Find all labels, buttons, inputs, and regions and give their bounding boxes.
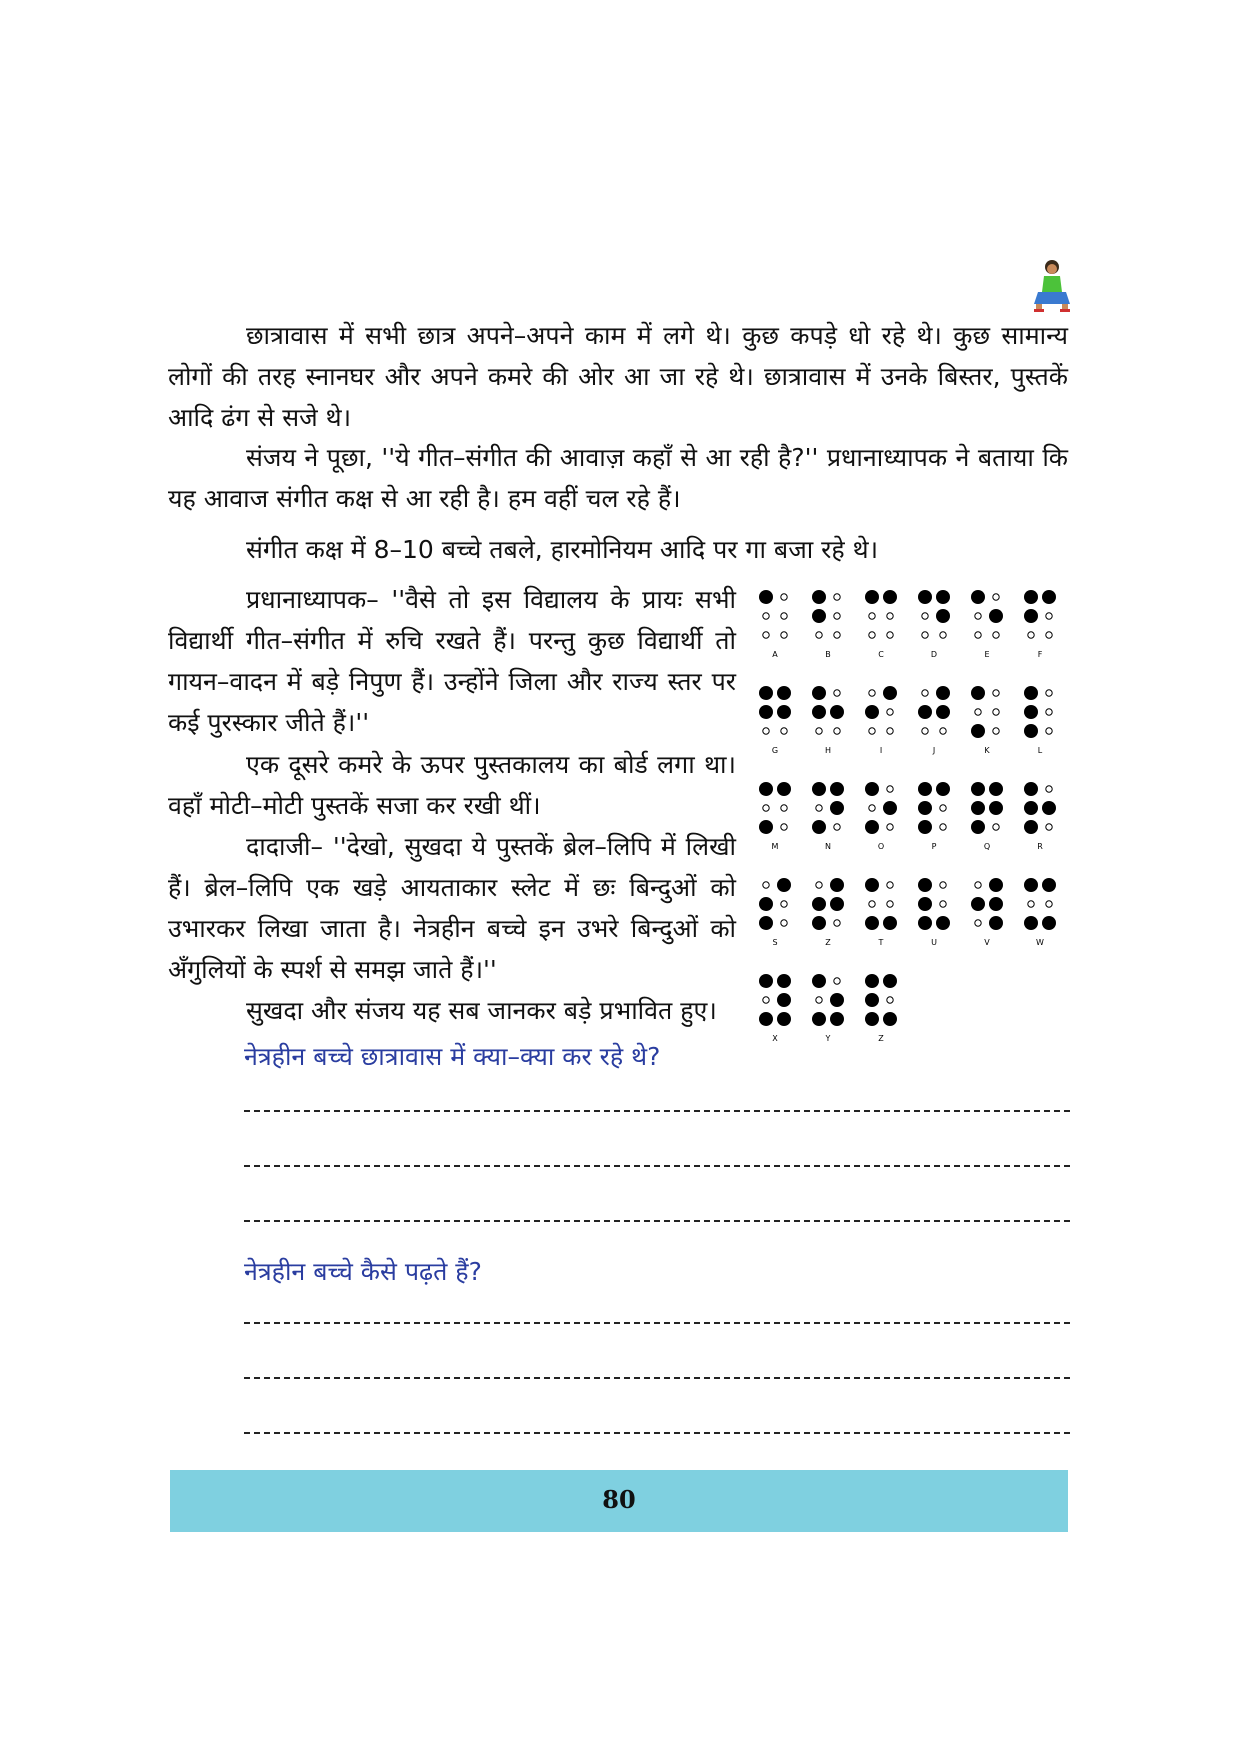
braille-dot-flat bbox=[869, 901, 875, 907]
braille-dot-raised bbox=[971, 820, 985, 834]
braille-dot-flat bbox=[763, 728, 769, 734]
braille-dot-raised bbox=[830, 1012, 844, 1026]
braille-dot-flat bbox=[993, 690, 999, 696]
braille-dot-flat bbox=[781, 728, 787, 734]
braille-letter-label: K bbox=[984, 746, 990, 755]
answer-line[interactable] bbox=[244, 1165, 1070, 1167]
braille-dot-flat bbox=[887, 786, 893, 792]
braille-dot-flat bbox=[887, 824, 893, 830]
braille-dot-flat bbox=[816, 997, 822, 1003]
braille-dot-raised bbox=[812, 590, 826, 604]
braille-letter-label: F bbox=[1037, 650, 1043, 659]
braille-dot-raised bbox=[971, 686, 985, 700]
braille-dot-raised bbox=[918, 590, 932, 604]
braille-letter-label: G bbox=[771, 746, 779, 755]
braille-dot-flat bbox=[781, 901, 787, 907]
braille-letter-label: Q bbox=[983, 842, 991, 851]
braille-dot-flat bbox=[1046, 613, 1052, 619]
braille-dot-raised bbox=[865, 590, 879, 604]
braille-dot-raised bbox=[971, 590, 985, 604]
braille-dot-flat bbox=[781, 594, 787, 600]
braille-dot-flat bbox=[993, 632, 999, 638]
braille-dot-raised bbox=[883, 801, 897, 815]
braille-dot-raised bbox=[865, 820, 879, 834]
braille-dot-raised bbox=[989, 897, 1003, 911]
braille-dot-flat bbox=[940, 805, 946, 811]
braille-dot-raised bbox=[812, 820, 826, 834]
braille-cell-o bbox=[865, 782, 897, 851]
braille-dot-flat bbox=[781, 613, 787, 619]
braille-dot-raised bbox=[865, 705, 879, 719]
braille-letter-label: B bbox=[825, 650, 831, 659]
braille-letter-label: J bbox=[932, 746, 936, 755]
braille-dot-raised bbox=[812, 705, 826, 719]
answer-line[interactable] bbox=[244, 1322, 1070, 1324]
braille-dot-flat bbox=[940, 728, 946, 734]
braille-dot-flat bbox=[1046, 901, 1052, 907]
braille-dot-raised bbox=[936, 916, 950, 930]
braille-dot-flat bbox=[869, 728, 875, 734]
paragraph-dadaji: दादाजी– ''देखो, सुखदा ये पुस्तकें ब्रेल–लिपि में लिखी हैं। ब्रेल–लिपि एक खड़े आयताकार स्लेट में छः बिन्दुओं को उभारकर लिखा जाता है। नेत्रहीन बच्चे इन उभरे बिन्दुओं को अँगुलियों के स्पर्श से समझ जाते हैं।'' bbox=[168, 832, 736, 984]
braille-letter-label: Z bbox=[878, 1034, 884, 1043]
braille-dot-raised bbox=[1024, 686, 1038, 700]
braille-dot-raised bbox=[759, 590, 773, 604]
braille-dot-flat bbox=[940, 901, 946, 907]
braille-dot-flat bbox=[834, 824, 840, 830]
braille-dot-flat bbox=[1028, 901, 1034, 907]
braille-dot-raised bbox=[918, 705, 932, 719]
braille-dot-raised bbox=[883, 1012, 897, 1026]
braille-dot-flat bbox=[834, 613, 840, 619]
braille-letter-label: C bbox=[878, 650, 884, 659]
braille-dot-flat bbox=[1028, 632, 1034, 638]
braille-dot-flat bbox=[869, 690, 875, 696]
braille-letter-label: Y bbox=[825, 1034, 831, 1043]
braille-dot-flat bbox=[1046, 632, 1052, 638]
braille-cell-e bbox=[971, 590, 1003, 659]
braille-dot-raised bbox=[812, 686, 826, 700]
braille-dot-raised bbox=[759, 782, 773, 796]
braille-dot-raised bbox=[1042, 590, 1056, 604]
braille-dot-raised bbox=[759, 916, 773, 930]
braille-letter-label: Z bbox=[825, 938, 831, 947]
braille-dot-flat bbox=[834, 594, 840, 600]
braille-dot-flat bbox=[975, 920, 981, 926]
braille-dot-raised bbox=[883, 974, 897, 988]
braille-letter-label: W bbox=[1036, 938, 1044, 947]
braille-letter-label: A bbox=[772, 650, 778, 659]
braille-cell-n bbox=[812, 782, 844, 851]
braille-cell-j bbox=[918, 686, 950, 755]
braille-dot-raised bbox=[759, 705, 773, 719]
braille-cell-t bbox=[865, 878, 897, 947]
braille-dot-flat bbox=[940, 824, 946, 830]
braille-dot-raised bbox=[759, 820, 773, 834]
braille-dot-flat bbox=[922, 632, 928, 638]
braille-dot-flat bbox=[834, 978, 840, 984]
answer-line[interactable] bbox=[244, 1432, 1070, 1434]
braille-dot-raised bbox=[883, 686, 897, 700]
braille-dot-raised bbox=[1024, 609, 1038, 623]
braille-dot-raised bbox=[865, 1012, 879, 1026]
braille-dot-raised bbox=[918, 878, 932, 892]
braille-dot-raised bbox=[918, 820, 932, 834]
braille-letter-label: L bbox=[1037, 746, 1043, 755]
braille-dot-raised bbox=[936, 609, 950, 623]
braille-cell-i bbox=[865, 686, 897, 755]
braille-cell-a bbox=[759, 590, 787, 659]
braille-cell-q bbox=[971, 782, 1003, 851]
braille-cell-p bbox=[918, 782, 950, 851]
braille-dot-flat bbox=[975, 632, 981, 638]
page-number: 80 bbox=[602, 1485, 636, 1514]
braille-dot-raised bbox=[989, 878, 1003, 892]
braille-dot-raised bbox=[989, 782, 1003, 796]
braille-dot-raised bbox=[936, 782, 950, 796]
braille-dot-flat bbox=[975, 613, 981, 619]
braille-letter-label: M bbox=[771, 842, 779, 851]
braille-dot-flat bbox=[781, 920, 787, 926]
braille-dot-flat bbox=[887, 997, 893, 1003]
braille-dot-flat bbox=[763, 882, 769, 888]
braille-cell-y bbox=[812, 974, 844, 1043]
braille-cell-k bbox=[971, 686, 999, 755]
braille-dot-raised bbox=[1024, 820, 1038, 834]
braille-cell-s bbox=[759, 878, 791, 947]
braille-dot-raised bbox=[759, 974, 773, 988]
braille-dot-flat bbox=[869, 632, 875, 638]
braille-alphabet-chart bbox=[756, 585, 1076, 1043]
braille-cell-m bbox=[759, 782, 791, 851]
braille-cell-v bbox=[971, 878, 1003, 947]
answer-line[interactable] bbox=[244, 1220, 1070, 1222]
braille-dot-raised bbox=[883, 590, 897, 604]
braille-dot-raised bbox=[936, 590, 950, 604]
braille-dot-raised bbox=[1024, 724, 1038, 738]
braille-dot-flat bbox=[887, 728, 893, 734]
braille-letter-label: T bbox=[878, 938, 884, 947]
paragraph-impressed: सुखदा और संजय यह सब जानकर बड़े प्रभावित हुए। bbox=[246, 996, 717, 1025]
braille-dot-flat bbox=[816, 805, 822, 811]
answer-line[interactable] bbox=[244, 1110, 1070, 1112]
paragraph-library: एक दूसरे कमरे के ऊपर पुस्तकालय का बोर्ड लगा था। वहाँ मोटी–मोटी पुस्तकें सजा कर रखी थीं। bbox=[168, 750, 736, 820]
girl-illustration bbox=[1030, 258, 1078, 314]
braille-dot-raised bbox=[1024, 916, 1038, 930]
braille-dot-flat bbox=[887, 709, 893, 715]
braille-dot-flat bbox=[922, 613, 928, 619]
paragraph-music-room: संगीत कक्ष में 8–10 बच्चे तबले, हारमोनियम आदि पर गा बजा रहे थे। bbox=[246, 535, 879, 564]
braille-dot-flat bbox=[834, 690, 840, 696]
braille-cell-z bbox=[865, 974, 897, 1043]
braille-dot-raised bbox=[936, 686, 950, 700]
braille-dot-flat bbox=[887, 632, 893, 638]
braille-dot-raised bbox=[971, 724, 985, 738]
braille-dot-flat bbox=[834, 920, 840, 926]
braille-dot-raised bbox=[1042, 878, 1056, 892]
braille-cell-l bbox=[1024, 686, 1052, 755]
braille-dot-flat bbox=[869, 805, 875, 811]
braille-dot-flat bbox=[763, 613, 769, 619]
braille-dot-flat bbox=[781, 632, 787, 638]
braille-dot-raised bbox=[918, 782, 932, 796]
braille-letter-label: I bbox=[879, 746, 883, 755]
braille-dot-flat bbox=[816, 882, 822, 888]
braille-dot-raised bbox=[777, 705, 791, 719]
paragraph-headmaster: प्रधानाध्यापक– ''वैसे तो इस विद्यालय के प्रायः सभी विद्यार्थी गीत–संगीत में रुचि रखते हैं। परन्तु कुछ विद्यार्थी तो गायन–वादन में बड़े निपुण हैं। उन्होंने जिला और राज्य स्तर पर कई पुरस्कार जीते हैं।'' bbox=[168, 585, 736, 737]
braille-cell-b bbox=[812, 590, 840, 659]
braille-cell-d bbox=[918, 590, 950, 659]
braille-dot-raised bbox=[1024, 801, 1038, 815]
braille-dot-raised bbox=[812, 897, 826, 911]
braille-dot-raised bbox=[989, 609, 1003, 623]
braille-dot-raised bbox=[1024, 590, 1038, 604]
braille-dot-flat bbox=[1046, 786, 1052, 792]
braille-dot-flat bbox=[781, 824, 787, 830]
braille-dot-raised bbox=[812, 782, 826, 796]
answer-line[interactable] bbox=[244, 1377, 1070, 1379]
braille-dot-raised bbox=[989, 801, 1003, 815]
braille-dot-raised bbox=[883, 916, 897, 930]
paragraph-sanjay-question: संजय ने पूछा, ''ये गीत–संगीत की आवाज़ कहाँ से आ रही है?'' प्रधानाध्यापक ने बताया कि यह आवाज संगीत कक्ष से आ रही है। हम वहीं चल रहे हैं। bbox=[168, 443, 1068, 513]
braille-letter-label: S bbox=[772, 938, 778, 947]
braille-dot-flat bbox=[887, 882, 893, 888]
page-footer bbox=[170, 1470, 1068, 1532]
braille-dot-raised bbox=[971, 897, 985, 911]
braille-dot-flat bbox=[816, 728, 822, 734]
braille-cell-c bbox=[865, 590, 897, 659]
braille-dot-raised bbox=[777, 782, 791, 796]
braille-cell-f bbox=[1024, 590, 1056, 659]
braille-dot-raised bbox=[759, 686, 773, 700]
braille-dot-raised bbox=[777, 993, 791, 1007]
braille-dot-raised bbox=[1042, 916, 1056, 930]
braille-dot-flat bbox=[834, 728, 840, 734]
braille-dot-raised bbox=[830, 993, 844, 1007]
braille-dot-raised bbox=[865, 878, 879, 892]
braille-dot-raised bbox=[971, 782, 985, 796]
braille-letter-label: U bbox=[931, 938, 937, 947]
braille-cell-u bbox=[918, 878, 950, 947]
braille-letter-label: R bbox=[1037, 842, 1043, 851]
braille-dot-flat bbox=[1046, 824, 1052, 830]
braille-dot-raised bbox=[777, 1012, 791, 1026]
braille-cell-w bbox=[1024, 878, 1056, 947]
braille-letter-label: N bbox=[825, 842, 831, 851]
braille-dot-raised bbox=[971, 801, 985, 815]
braille-cell-h bbox=[812, 686, 844, 755]
braille-letter-label: P bbox=[931, 842, 937, 851]
braille-dot-raised bbox=[812, 974, 826, 988]
braille-letter-label: H bbox=[824, 746, 832, 755]
braille-dot-raised bbox=[777, 686, 791, 700]
braille-dot-flat bbox=[1046, 690, 1052, 696]
question-1: नेत्रहीन बच्चे छात्रावास में क्या–क्या कर रहे थे? bbox=[244, 1042, 661, 1071]
braille-dot-flat bbox=[993, 824, 999, 830]
braille-dot-flat bbox=[922, 690, 928, 696]
braille-letter-label: V bbox=[984, 938, 990, 947]
braille-dot-flat bbox=[763, 997, 769, 1003]
braille-dot-raised bbox=[830, 897, 844, 911]
braille-dot-flat bbox=[993, 594, 999, 600]
braille-dot-raised bbox=[865, 993, 879, 1007]
braille-dot-raised bbox=[1024, 878, 1038, 892]
braille-dot-flat bbox=[1046, 709, 1052, 715]
braille-dot-flat bbox=[781, 805, 787, 811]
braille-dot-raised bbox=[918, 916, 932, 930]
braille-dot-flat bbox=[1046, 728, 1052, 734]
braille-dot-raised bbox=[989, 916, 1003, 930]
braille-dot-raised bbox=[812, 1012, 826, 1026]
braille-dot-flat bbox=[834, 632, 840, 638]
braille-letter-label: X bbox=[772, 1034, 778, 1043]
braille-dot-raised bbox=[812, 916, 826, 930]
braille-dot-flat bbox=[763, 632, 769, 638]
braille-letter-label: D bbox=[930, 650, 938, 659]
braille-dot-flat bbox=[993, 709, 999, 715]
braille-dot-flat bbox=[887, 901, 893, 907]
braille-dot-raised bbox=[1042, 801, 1056, 815]
braille-dot-raised bbox=[918, 897, 932, 911]
question-2: नेत्रहीन बच्चे कैसे पढ़ते हैं? bbox=[244, 1257, 482, 1286]
braille-dot-raised bbox=[830, 801, 844, 815]
braille-dot-flat bbox=[975, 882, 981, 888]
braille-dot-raised bbox=[1024, 705, 1038, 719]
braille-cell-x bbox=[759, 974, 791, 1043]
braille-dot-raised bbox=[777, 878, 791, 892]
braille-dot-flat bbox=[940, 882, 946, 888]
braille-dot-flat bbox=[922, 728, 928, 734]
braille-dot-raised bbox=[830, 705, 844, 719]
braille-dot-raised bbox=[759, 1012, 773, 1026]
paragraph-hostel: छात्रावास में सभी छात्र अपने–अपने काम में लगे थे। कुछ कपड़े धो रहे थे। कुछ सामान्य लोगों की तरह स्नानघर और अपने कमरे की ओर आ जा रहे थे। छात्रावास में उनके बिस्तर, पुस्तकें आदि ढंग से सजे थे। bbox=[168, 321, 1068, 432]
braille-dot-raised bbox=[865, 916, 879, 930]
braille-dot-flat bbox=[763, 805, 769, 811]
braille-cell-g bbox=[759, 686, 791, 755]
braille-dot-flat bbox=[975, 709, 981, 715]
braille-dot-raised bbox=[865, 974, 879, 988]
braille-letter-label: O bbox=[877, 842, 885, 851]
braille-dot-raised bbox=[830, 782, 844, 796]
braille-dot-flat bbox=[993, 728, 999, 734]
braille-dot-raised bbox=[1024, 782, 1038, 796]
braille-dot-raised bbox=[830, 878, 844, 892]
braille-dot-flat bbox=[816, 632, 822, 638]
braille-dot-raised bbox=[759, 897, 773, 911]
braille-letter-label: E bbox=[984, 650, 990, 659]
braille-dot-raised bbox=[777, 974, 791, 988]
braille-dot-raised bbox=[936, 705, 950, 719]
braille-dot-raised bbox=[865, 782, 879, 796]
braille-dot-flat bbox=[887, 613, 893, 619]
braille-cell-z bbox=[812, 878, 844, 947]
braille-cell-r bbox=[1024, 782, 1056, 851]
braille-dot-flat bbox=[940, 632, 946, 638]
braille-dot-flat bbox=[869, 613, 875, 619]
braille-dot-raised bbox=[812, 609, 826, 623]
braille-dot-raised bbox=[918, 801, 932, 815]
